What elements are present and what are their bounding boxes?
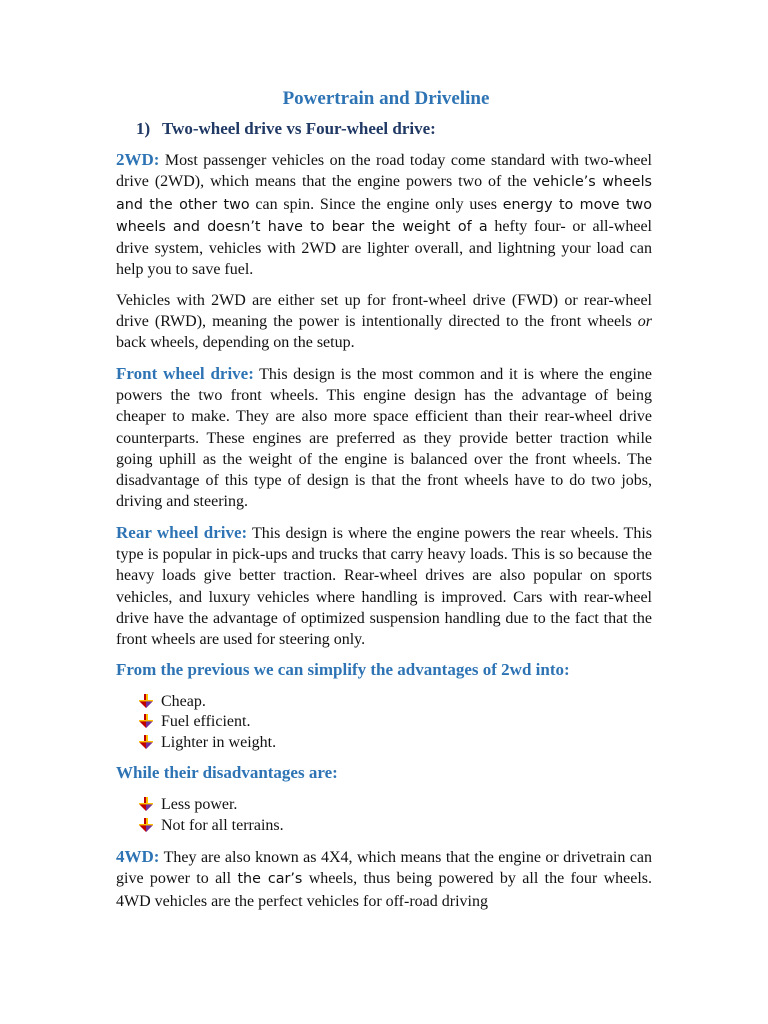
list-item (138, 795, 652, 816)
paragraph-lead-rear-wheel: Rear wheel drive: (116, 522, 248, 542)
paragraph-text-sans: vehicle’s wheels and the other two (116, 174, 652, 213)
list-item (138, 816, 652, 837)
paragraph-text-italic: or (637, 313, 652, 331)
paragraph-4wd (116, 846, 652, 912)
disadvantages-list (116, 795, 652, 836)
paragraph-text: Vehicles with 2WD are either set up for front-wheel drive (FWD) or rear-wheel drive (RWD), meaning the power is intentionally directed to the front wheels (116, 291, 652, 331)
advantages-heading: From the previous we can simplify the advantages of 2wd into: (116, 659, 570, 679)
list-item (138, 712, 652, 733)
down-arrow-icon (138, 693, 154, 709)
paragraph-text-sans: the car’s (237, 871, 303, 888)
list-item-text: Lighter in weight. (161, 733, 277, 751)
paragraph-front-wheel-drive (116, 363, 652, 513)
paragraph-fwd-rwd (116, 290, 652, 354)
paragraph-text: Most passenger vehicles on the road today come standard with two-wheel drive (2WD), which means that the engine powers two of the (116, 152, 652, 191)
page-title: Powertrain and Driveline (282, 88, 490, 109)
list-item-text: Fuel efficient. (161, 713, 251, 731)
paragraph-text: This design is the most common and it is where the engine powers the two front wheels. This engine design has the advantage of being cheaper to make. They are also more space efficient than their rear-wheel drive counterparts. These engines are preferred as they provide better traction while going uphill as the weight of the engine is balanced over the front wheels. The disadvantage of this type of design is that the front wheels have to do two jobs, driving and steering. (116, 365, 653, 511)
paragraph-text: can spin. Since the engine only uses (249, 195, 503, 213)
list-item (138, 733, 652, 754)
paragraph-text-sans: energy to move two wheels and doesn’t have to bear the weight of a (116, 196, 652, 235)
document-body (116, 88, 652, 921)
paragraph-rear-wheel-drive (116, 522, 652, 651)
section-heading (136, 119, 652, 139)
list-item-text: Cheap. (161, 692, 206, 710)
paragraph-lead-front-wheel: Front wheel drive: (116, 363, 254, 383)
list-item-text: Less power. (161, 796, 238, 814)
section-title: Two-wheel drive vs Four-wheel drive: (162, 119, 436, 138)
paragraph-text: wheels, thus being powered by all the four wheels. 4WD vehicles are the perfect vehicles for off-road driving (116, 870, 653, 910)
advantages-list (116, 692, 652, 754)
paragraph-2wd (116, 149, 652, 281)
paragraph-lead-2wd: 2WD: (116, 150, 160, 169)
paragraph-lead-4wd: 4WD: (116, 847, 160, 867)
section-number: 1) (136, 119, 151, 138)
paragraph-text: back wheels, depending on the setup. (116, 334, 355, 352)
paragraph-text: hefty four- or all-wheel drive system, vehicles with 2WD are lighter overall, and lightning your load can help you to save fuel. (116, 217, 653, 279)
down-arrow-icon (138, 734, 154, 750)
paragraph-text: This design is where the engine powers the rear wheels. This type is popular in pick-ups and trucks that carry heavy loads. This is so because the heavy loads give better traction. Rear-wheel drives are also popular on sports vehicles, and luxury vehicles where handling is improved. Cars with rear-wheel drive have the advantage of optimized suspension handling due to the fact that the front wheels are used for steering only. (116, 524, 652, 649)
paragraph-text: They are also known as 4X4, which means that the engine or drivetrain can give power to all (116, 849, 652, 888)
down-arrow-icon (138, 817, 154, 833)
list-item-text: Not for all terrains. (161, 816, 284, 834)
disadvantages-heading: While their disadvantages are: (116, 763, 338, 783)
down-arrow-icon (138, 796, 154, 812)
down-arrow-icon (138, 713, 154, 729)
list-item (138, 692, 652, 713)
